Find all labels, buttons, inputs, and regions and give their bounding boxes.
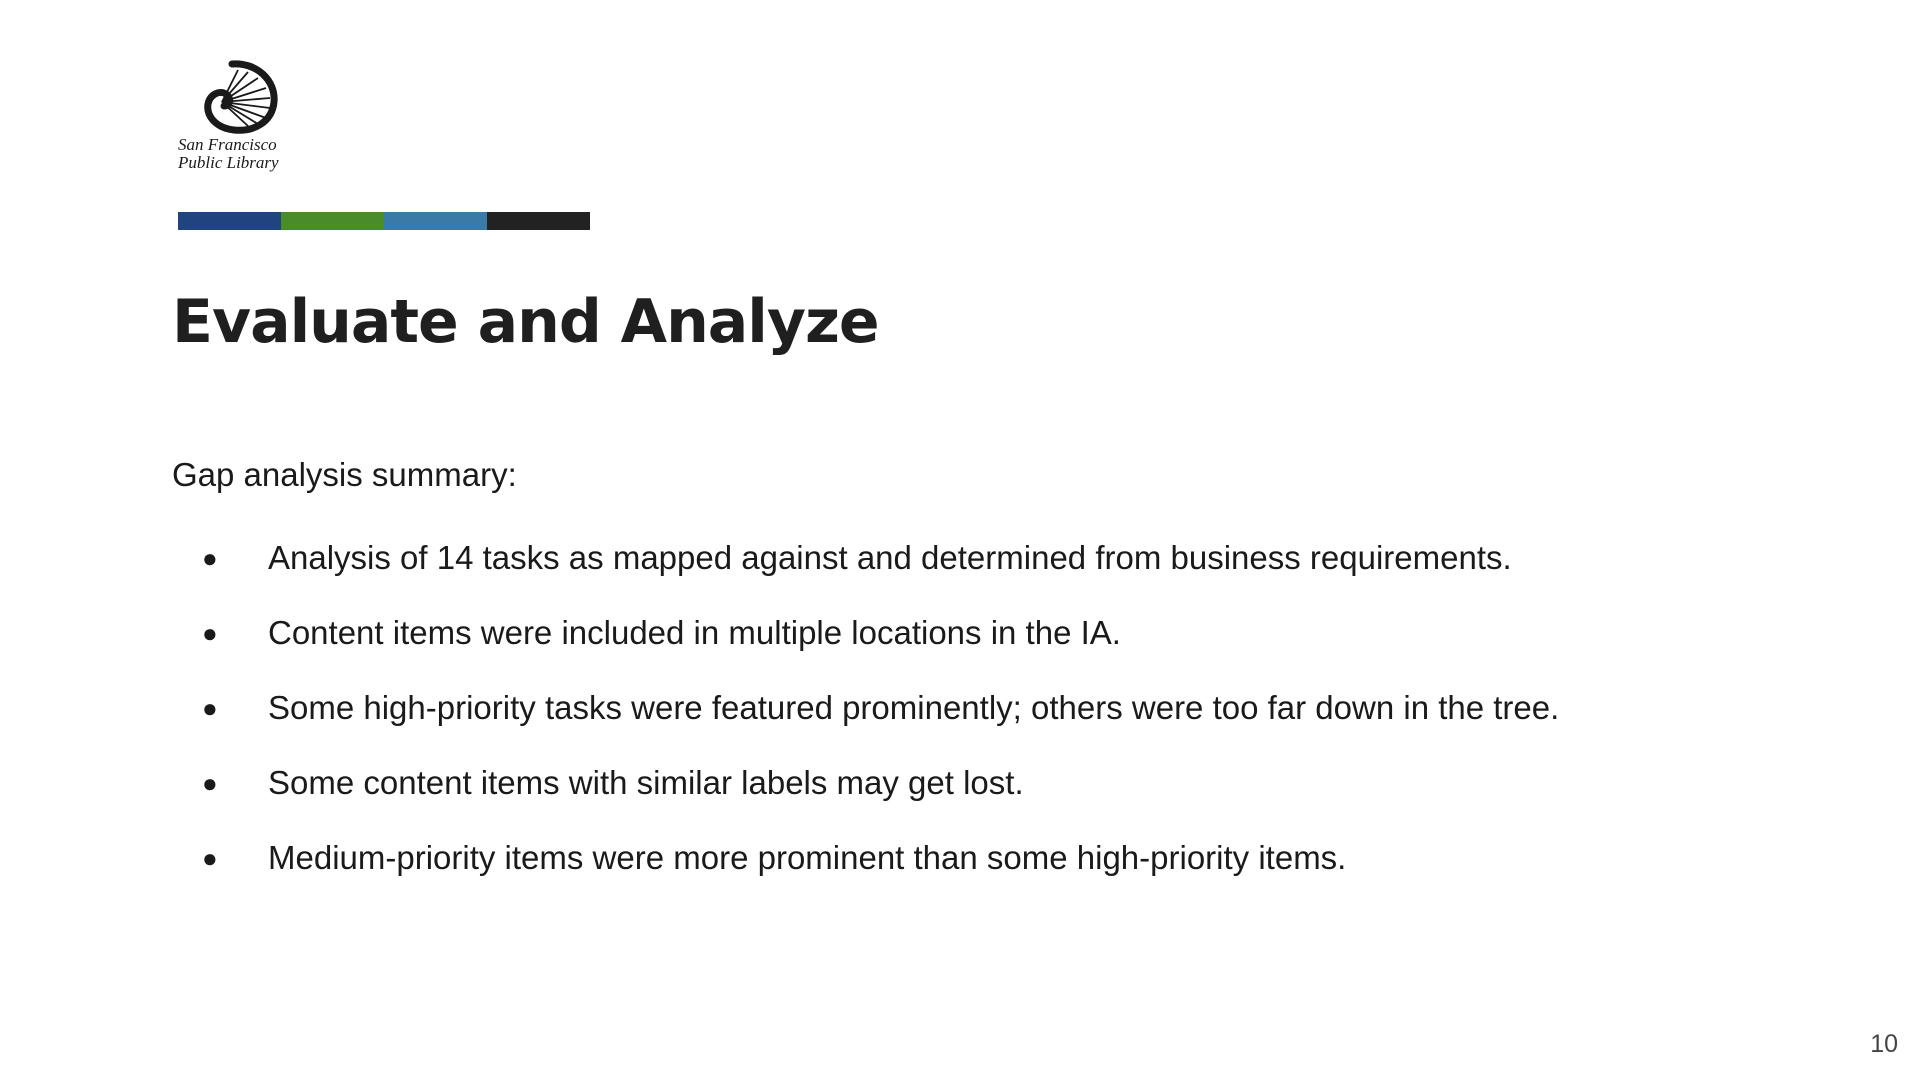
color-segment-green xyxy=(281,212,384,230)
bullet-dot-icon: ● xyxy=(202,693,218,723)
bullet-dot-icon: ● xyxy=(202,543,218,573)
slide-title: Evaluate and Analyze xyxy=(172,287,879,357)
logo-line-2: Public Library xyxy=(178,153,279,172)
brand-color-bar xyxy=(178,212,590,230)
page-number: 10 xyxy=(1870,1030,1898,1058)
bullet-text: Medium-priority items were more prominent than some high-priority items. xyxy=(268,839,1347,876)
bullet-dot-icon: ● xyxy=(202,843,218,873)
slide-subtitle: Gap analysis summary: xyxy=(172,456,517,493)
nautilus-shell-icon xyxy=(184,58,280,136)
logo-line-1: San Francisco xyxy=(178,135,277,154)
bullet-dot-icon: ● xyxy=(202,768,218,798)
color-segment-black xyxy=(487,212,590,230)
bullet-dot-icon: ● xyxy=(202,618,218,648)
color-segment-blue xyxy=(178,212,281,230)
logo-wordmark xyxy=(178,136,288,172)
bullet-text: Analysis of 14 tasks as mapped against and determined from business requirements. xyxy=(268,539,1512,576)
bullet-text: Some content items with similar labels may get lost. xyxy=(268,764,1024,801)
library-logo xyxy=(178,58,288,178)
color-segment-light-blue xyxy=(384,212,487,230)
bullet-text: Some high-priority tasks were featured prominently; others were too far down in the tree. xyxy=(268,689,1560,726)
bullet-text: Content items were included in multiple locations in the IA. xyxy=(268,614,1121,651)
